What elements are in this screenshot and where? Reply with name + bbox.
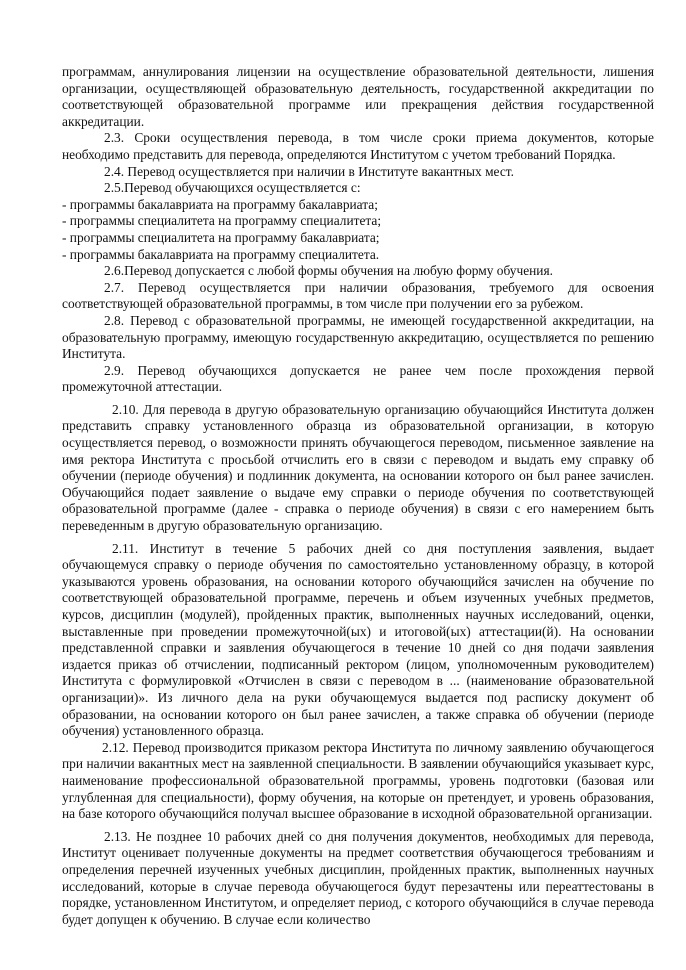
paragraph-2-11: 2.11. Институт в течение 5 рабочих дней со дня поступления заявления, выдает обучающемуся справку о периоде обучения по самостоятельно установленному образцу, в которой указываются уровень образования, на основании которого обучающийся зачислен на обучение по соответствующей образовательной программе, перечень и объем изученных учебных предметов, курсов, дисциплин (модулей), пройденных практик, выполненных научных исследований, оценки, выставленные при проведении промежуточной(ых) и итоговой(ых) аттестации(й). На основании представленной справки и заявления обучающегося в течение 10 дней со дня подачи заявления издается приказ об отчислении, подписанный ректором (лицом, уполномоченным руководителем) Института с формулировкой «Отчислен в связи с переводом в ... (наименование образовательной организации)». Из личного дела на руки обучающемуся выдается под расписку документ об образовании, на основании которого он был ранее зачислен, а также справка об обучении (периоде обучения) установленного образца. <box>62 540 654 739</box>
paragraph-2-8: 2.8. Перевод с образовательной программы, не имеющей государственной аккредитации, на образовательную программу, имеющую государственную аккредитацию, осуществляется по решению Института. <box>62 312 654 362</box>
paragraph-2-9: 2.9. Перевод обучающихся допускается не ранее чем после прохождения первой промежуточной аттестации. <box>62 362 654 395</box>
paragraph-2-4: 2.4. Перевод осуществляется при наличии в Институте вакантных мест. <box>104 163 514 179</box>
paragraph-2-12: 2.12. Перевод производится приказом ректора Института по личному заявлению обучающегося при наличии вакантных мест на заявленной специальности. В заявлении обучающийся указывает курс, наименование профессиональной образовательной программы, уровень подготовки (базовая или углубленная для специальности), форму обучения, на которые он претендует, и уровень образования, на базе которого обучающийся получал высшее образование в исходной образовательной организации. <box>62 739 654 822</box>
list-item: - программы бакалавриата на программу специалитета. <box>62 246 380 262</box>
paragraph-2-3: 2.3. Сроки осуществления перевода, в том числе сроки приема документов, которые необходимо представить для перевода, определяются Институтом с учетом требований Порядка. <box>62 130 654 162</box>
paragraph-2-5: 2.5.Перевод обучающихся осуществляется с: <box>104 180 361 196</box>
paragraph-2-10: 2.10. Для перевода в другую образовательную организацию обучающийся Института должен представить справку установленного образца из образовательной организации, в которую осуществляется перевод, о возможности принять обучающегося переводом, письменное заявление на имя ректора Института с просьбой отчислить его в связи с переводом и выдать ему справку об обучении (периоде обучения) и подлинник документа, на основании которого он был ранее зачислен. Обучающийся подает заявление о выдаче ему справки о периоде обучения по соответствующей образовательной программе (далее - справка о периоде обучения) в связи с его намерением быть переведенным в другую образовательную организацию. <box>62 401 654 534</box>
document-page <box>62 64 654 928</box>
list-item: - программы бакалавриата на программу бакалавриата; <box>62 196 378 212</box>
paragraph-2-7: 2.7. Перевод осуществляется при наличии образования, требуемого для освоения соответствующей образовательной программы, в том числе при получении его за рубежом. <box>62 279 654 312</box>
paragraph-2-13: 2.13. Не позднее 10 рабочих дней со дня получения документов, необходимых для перевода, Институт оценивает полученные документы на предмет соответствия обучающегося требованиям и определения перечней изученных учебных дисциплин, пройденных практик, выполненных научных исследований, которые в случае перевода обучающегося будут перезачтены или переаттестованы в порядке, установленном Институтом, и определяет период, с которого обучающийся в случае перевода будет допущен к обучению. В случае если количество <box>62 828 654 927</box>
paragraph-2-6: 2.6.Перевод допускается с любой формы обучения на любую форму обучения. <box>104 263 553 279</box>
list-item: - программы специалитета на программу специалитета; <box>62 213 382 229</box>
list-item: - программы специалитета на программу бакалавриата; <box>62 229 380 245</box>
paragraph-continuation: программам, аннулирования лицензии на осуществление образовательной деятельности, лишения организации, осуществляющей образовательную деятельность, государственной аккредитации по соответствующей образовательной программе или прекращения действия государственной аккредитации. <box>62 64 654 129</box>
